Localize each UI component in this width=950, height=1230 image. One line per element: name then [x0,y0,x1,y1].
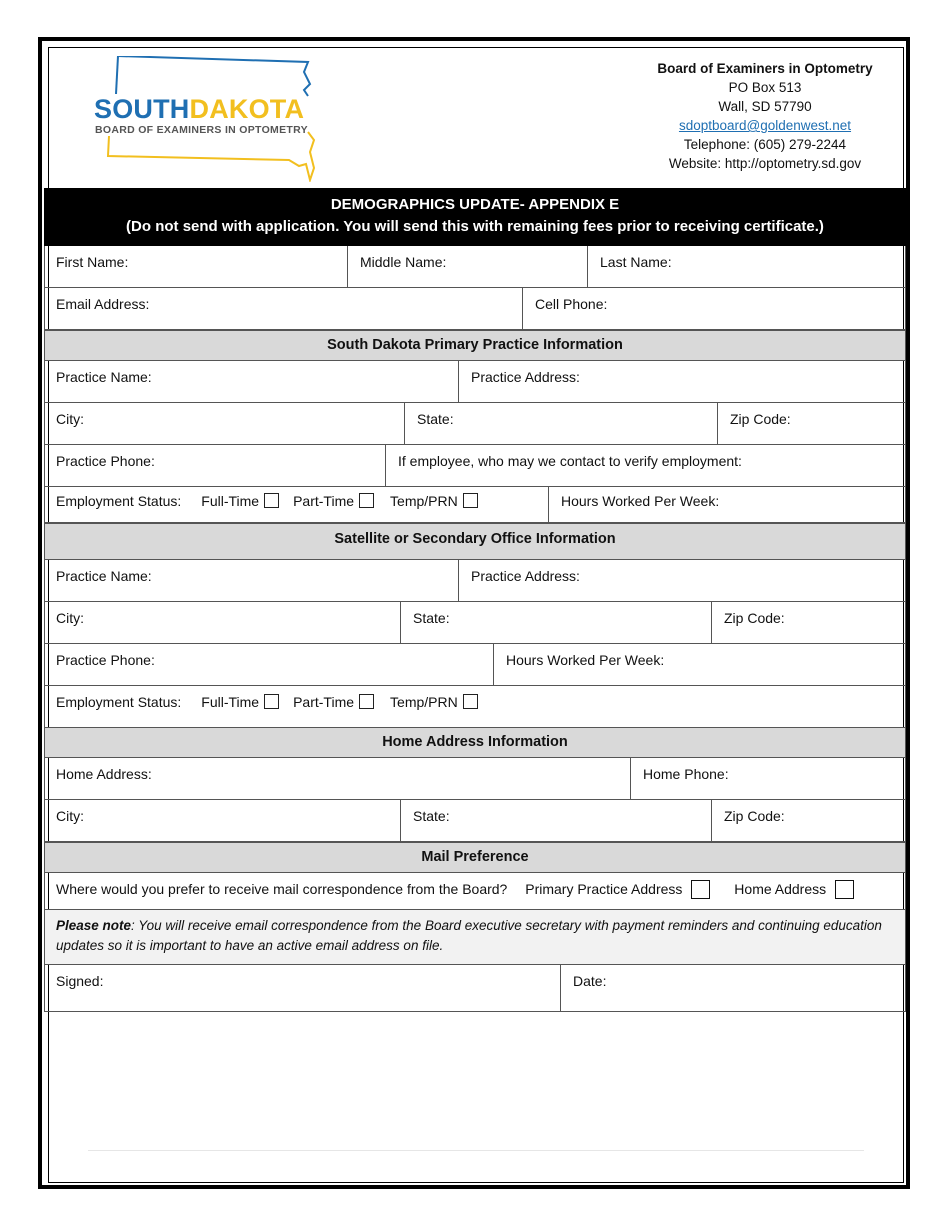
home-city-field[interactable]: City: [56,808,84,824]
date-field[interactable]: Date: [560,965,906,1011]
org-name: Board of Examiners in Optometry [657,61,873,76]
primary-hours-field[interactable]: Hours Worked Per Week: [548,487,906,522]
secondary-temp-prn-checkbox[interactable] [463,694,478,709]
primary-phone-row [44,445,906,487]
footer-divider [88,1150,864,1151]
signed-field[interactable]: Signed: [56,973,104,989]
secondary-city-row [44,602,906,644]
first-name-field[interactable]: First Name: [56,254,129,270]
home-city-row [44,800,906,842]
primary-employment-row [44,487,906,523]
secondary-employment-status: Employment Status: Full-Time Part-Time Temp/PRN [44,686,906,727]
form-title: DEMOGRAPHICS UPDATE- APPENDIX E [330,196,620,213]
logo-subtitle: BOARD OF EXAMINERS IN OPTOMETRY [95,124,308,136]
form-subtitle: (Do not send with application. You will send this with remaining fees prior to receiving certificate.) [126,218,824,235]
primary-full-time-checkbox[interactable] [264,493,279,508]
secondary-office-heading: Satellite or Secondary Office Information [44,523,906,560]
contact-row [44,288,906,330]
primary-city-row [44,403,906,445]
mail-primary-checkbox[interactable] [691,880,710,899]
secondary-full-time-checkbox[interactable] [264,694,279,709]
secondary-phone-row [44,644,906,686]
secondary-part-time-checkbox[interactable] [359,694,374,709]
last-name-field[interactable]: Last Name: [587,246,906,287]
primary-practice-row [44,361,906,403]
home-state-field[interactable]: State: [400,800,711,841]
primary-employment-status: Employment Status: Full-Time Part-Time Temp/PRN [44,487,548,522]
contact-block [630,59,900,173]
home-phone-field[interactable]: Home Phone: [630,758,906,799]
primary-part-time-checkbox[interactable] [359,493,374,508]
table-left-border [44,246,45,1012]
mail-preference-row [44,873,906,910]
secondary-practice-row [44,560,906,602]
name-row [44,246,906,288]
mail-preference-question: Where would you prefer to receive mail correspondence from the Board? Primary Practice Address Home Address [44,873,906,909]
home-address-option-label: Home Address [734,881,827,897]
home-address-field[interactable]: Home Address: [56,766,152,782]
secondary-practice-phone-field[interactable]: Practice Phone: [56,652,155,668]
telephone: Telephone: (605) 279-2244 [683,137,847,152]
middle-name-field[interactable]: Middle Name: [347,246,587,287]
table-right-border [905,246,906,1012]
secondary-practice-name-field[interactable]: Practice Name: [56,568,152,584]
website: Website: http://optometry.sd.gov [668,156,862,171]
primary-practice-heading: South Dakota Primary Practice Information [44,330,906,361]
primary-practice-phone-field[interactable]: Practice Phone: [56,453,155,469]
secondary-employment-row [44,686,906,728]
home-address-heading: Home Address Information [44,727,906,758]
email-address-field[interactable]: Email Address: [56,296,150,312]
po-box: PO Box 513 [728,80,802,95]
secondary-city-field[interactable]: City: [56,610,84,626]
cell-phone-field[interactable]: Cell Phone: [522,288,906,329]
primary-state-field[interactable]: State: [404,403,717,444]
signature-row [44,965,906,1012]
primary-zip-field[interactable]: Zip Code: [717,403,906,444]
form-title-bar [44,188,906,246]
primary-practice-name-field[interactable]: Practice Name: [56,369,152,385]
home-zip-field[interactable]: Zip Code: [711,800,906,841]
sd-board-logo [94,56,344,182]
primary-city-field[interactable]: City: [56,411,84,427]
primary-practice-address-field[interactable]: Practice Address: [458,361,906,402]
mail-preference-heading: Mail Preference [44,842,906,873]
secondary-state-field[interactable]: State: [400,602,711,643]
secondary-zip-field[interactable]: Zip Code: [711,602,906,643]
primary-temp-prn-checkbox[interactable] [463,493,478,508]
email-link[interactable]: sdoptboard@goldenwest.net [678,118,852,133]
header [44,42,906,188]
email-note: Please note: You will receive email correspondence from the Board executive secretary with payment reminders and continuing education updates so it is important to have an active email address on file. [44,910,906,965]
secondary-hours-field[interactable]: Hours Worked Per Week: [493,644,906,685]
city-state-zip: Wall, SD 57790 [718,99,812,114]
employee-contact-field[interactable]: If employee, who may we contact to verify employment: [385,445,906,486]
primary-practice-option-label: Primary Practice Address [525,881,683,897]
logo-wordmark: SOUTHDAKOTA [94,94,305,124]
mail-home-checkbox[interactable] [835,880,854,899]
home-address-row [44,758,906,800]
secondary-practice-address-field[interactable]: Practice Address: [458,560,906,601]
